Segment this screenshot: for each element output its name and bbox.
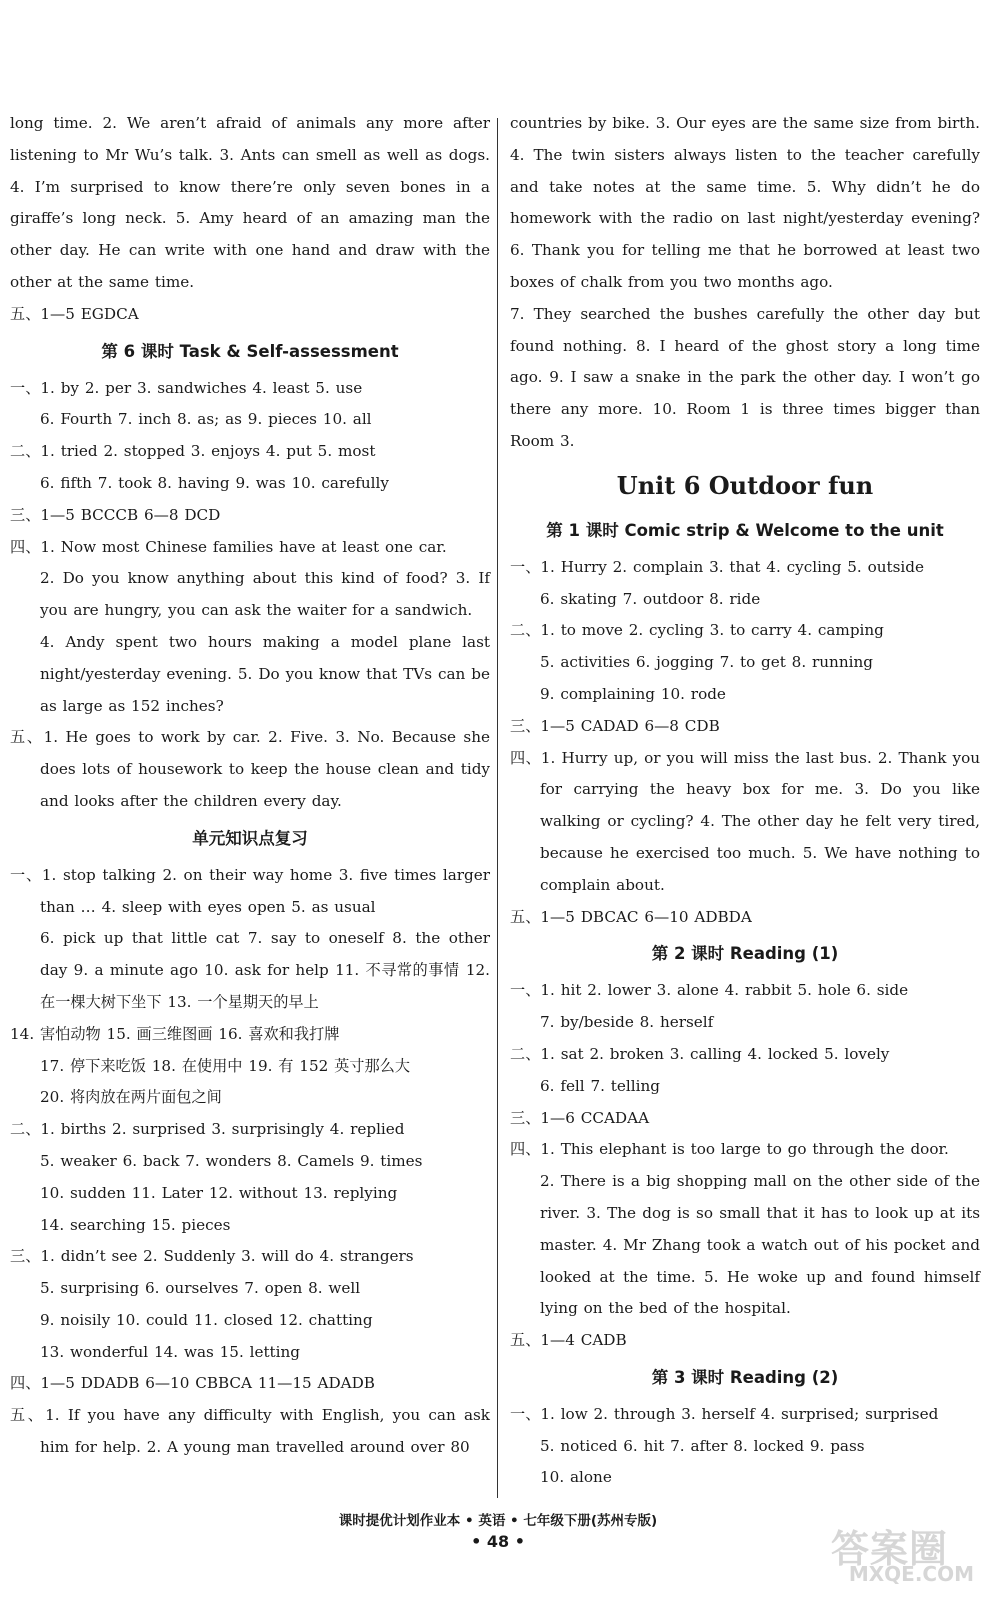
answer-text: 6. skating 7. outdoor 8. ride bbox=[540, 589, 761, 608]
answer-text: 10. sudden 11. Later 12. without 13. replying bbox=[40, 1183, 398, 1202]
answer-text: 二、1. births 2. surprised 3. surprisingly 4. replied bbox=[10, 1120, 405, 1139]
right-column bbox=[510, 108, 980, 1494]
section-heading: 第 2 课时 Reading (1) bbox=[651, 944, 839, 964]
answer-text: 三、1—5 CADAD 6—8 CDB bbox=[510, 716, 720, 735]
answer-text: 2. Do you know anything about this kind of food? 3. If you are hungry, you can ask the waiter for a sandwich. bbox=[40, 569, 490, 620]
answer-text: 20. 将肉放在两片面包之间 bbox=[40, 1088, 222, 1107]
answer-text: 5. surprising 6. ourselves 7. open 8. well bbox=[40, 1279, 361, 1298]
answer-text: 14. 害怕动物 15. 画三维图画 16. 喜欢和我打牌 bbox=[10, 1024, 340, 1043]
answer-text: 2. There is a big shopping mall on the other side of the river. 3. The dog is so small that it has to look up at its master. 4. Mr Zhang took a watch out of his pocket and looked at the time. 5. He woke up and found himself lying on the bed of the hospital. bbox=[540, 1172, 980, 1318]
answer-text: 一、1. by 2. per 3. sandwiches 4. least 5. use bbox=[10, 378, 363, 397]
answer-text: 二、1. sat 2. broken 3. calling 4. locked 5. lovely bbox=[510, 1044, 890, 1063]
answer-text: 13. wonderful 14. was 15. letting bbox=[40, 1342, 301, 1361]
section-heading: 单元知识点复习 bbox=[192, 828, 308, 848]
answer-text: 6. pick up that little cat 7. say to oneself 8. the other day 9. a minute ago 10. ask for help 11. 不寻常的事情 12. 在一棵大树下坐下 13. 一个星期天的早上 bbox=[40, 929, 490, 1011]
answer-text: 五、1—4 CADB bbox=[510, 1331, 627, 1350]
answer-text: 7. They searched the bushes carefully the other day but found nothing. 8. I heard of the ghost story a long time ago. 9. I saw a snake in the park the other day. I won’t go there any more. 10. Room 1 is three times bigger than Room 3. bbox=[510, 304, 980, 450]
answer-text: 5. weaker 6. back 7. wonders 8. Camels 9. times bbox=[40, 1151, 423, 1170]
column-divider bbox=[497, 118, 498, 1498]
answer-text: 五、1—5 DBCAC 6—10 ADBDA bbox=[510, 907, 752, 926]
answer-text: 9. complaining 10. rode bbox=[540, 684, 726, 703]
left-column bbox=[10, 108, 490, 1464]
answer-text: 7. by/beside 8. herself bbox=[540, 1013, 714, 1032]
answer-text: 一、1. Hurry 2. complain 3. that 4. cycling 5. outside bbox=[510, 557, 924, 576]
answer-text: countries by bike. 3. Our eyes are the same size from birth. 4. The twin sisters always listen to the teacher carefully and take notes at the same time. 5. Why didn’t he do homework with the radio on last night/yesterday evening? 6. Thank you for telling me that he borrowed at least two boxes of chalk from you two months ago. bbox=[510, 114, 980, 291]
section-heading: 第 1 课时 Comic strip & Welcome to the unit bbox=[546, 520, 944, 540]
answer-text: 二、1. to move 2. cycling 3. to carry 4. camping bbox=[510, 621, 884, 640]
answer-text: 五、1. He goes to work by car. 2. Five. 3. No. Because she does lots of housework to keep the house clean and tidy and looks after the children every day. bbox=[10, 728, 490, 810]
answer-text: 6. Fourth 7. inch 8. as; as 9. pieces 10. all bbox=[40, 410, 372, 429]
answer-text: 6. fifth 7. took 8. having 9. was 10. carefully bbox=[40, 473, 389, 492]
watermark-text: 答案圈 bbox=[830, 1527, 948, 1571]
answer-text: 17. 停下来吃饭 18. 在使用中 19. 有 152 英寸那么大 bbox=[40, 1056, 411, 1075]
answer-text: 5. activities 6. jogging 7. to get 8. running bbox=[540, 653, 873, 672]
book-title: 课时提优计划作业本 • 英语 • 七年级下册(苏州专版) bbox=[338, 1513, 658, 1529]
answer-text: 14. searching 15. pieces bbox=[40, 1215, 231, 1234]
answer-text: 四、1. This elephant is too large to go through the door. bbox=[510, 1140, 949, 1159]
answer-text: 三、1—5 BCCCB 6—8 DCD bbox=[10, 505, 221, 524]
section-heading: 第 3 课时 Reading (2) bbox=[651, 1367, 839, 1387]
answer-text: 一、1. low 2. through 3. herself 4. surprised; surprised bbox=[510, 1404, 939, 1423]
watermark-url: MXQE.COM bbox=[848, 1562, 974, 1586]
answer-text: 9. noisily 10. could 11. closed 12. chatting bbox=[40, 1310, 373, 1329]
answer-text: 三、1—6 CCADAA bbox=[510, 1108, 650, 1127]
page-number: • 48 • bbox=[471, 1532, 525, 1551]
answer-text: 三、1. didn’t see 2. Suddenly 3. will do 4. strangers bbox=[10, 1247, 414, 1266]
answer-text: 五、1. If you have any difficulty with English, you can ask him for help. 2. A young man travelled around over 80 bbox=[10, 1406, 490, 1457]
answer-text: 一、1. stop talking 2. on their way home 3. five times larger than … 4. sleep with eyes open 5. as usual bbox=[10, 865, 490, 916]
section-heading: 第 6 课时 Task & Self-assessment bbox=[101, 341, 399, 361]
answer-text: long time. 2. We aren’t afraid of animals any more after listening to Mr Wu’s talk. 3. Ants can smell as well as dogs. 4. I’m surprised to know there’re only seven bones in a giraffe’s long neck. 5. Amy heard of an amazing man the other day. He can write with one hand and draw with the other at the same time. bbox=[10, 114, 490, 291]
answer-text: 6. fell 7. telling bbox=[540, 1076, 660, 1095]
answer-text: 一、1. hit 2. lower 3. alone 4. rabbit 5. hole 6. side bbox=[510, 981, 909, 1000]
answer-text: 四、1. Hurry up, or you will miss the last bus. 2. Thank you for carrying the heavy box for me. 3. Do you like walking or cycling? 4. The other day he felt very tired, because he exercised too much. 5. We have nothing to complain about. bbox=[510, 748, 980, 894]
answer-text: 四、1—5 DDADB 6—10 CBBCA 11—15 ADADB bbox=[10, 1374, 375, 1393]
answer-text: 四、1. Now most Chinese families have at least one car. bbox=[10, 537, 447, 556]
answer-text: 4. Andy spent two hours making a model plane last night/yesterday evening. 5. Do you know that TVs can be as large as 152 inches? bbox=[40, 632, 490, 715]
answer-text: 五、1—5 EGDCA bbox=[10, 304, 139, 323]
watermark-logo bbox=[828, 1518, 978, 1588]
unit-title: Unit 6 Outdoor fun bbox=[616, 470, 874, 500]
answer-text: 10. alone bbox=[540, 1468, 612, 1487]
answer-text: 5. noticed 6. hit 7. after 8. locked 9. pass bbox=[540, 1436, 865, 1455]
answer-text: 二、1. tried 2. stopped 3. enjoys 4. put 5. most bbox=[10, 442, 376, 461]
